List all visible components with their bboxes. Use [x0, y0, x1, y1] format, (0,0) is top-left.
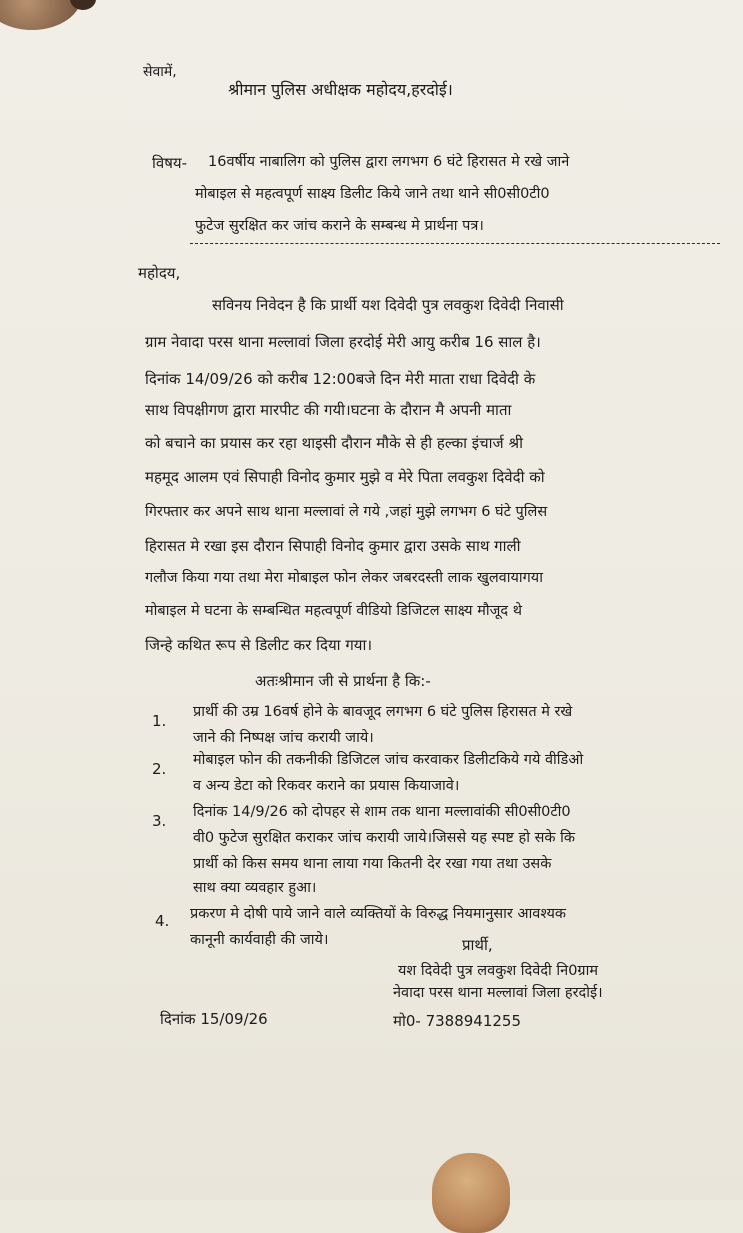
subject-label: विषय- — [152, 154, 188, 172]
request-3-num: 3. — [152, 812, 167, 830]
request-2-num: 2. — [152, 760, 167, 778]
request-1-line-2: जाने की निष्पक्ष जांच करायी जाये। — [193, 730, 374, 746]
finger-top-left — [0, 0, 82, 30]
request-intro: अतःश्रीमान जी से प्रार्थना है कि:- — [255, 672, 431, 690]
request-2-line-2: व अन्य डेटा को रिकवर कराने का प्रयास कियाजावे। — [193, 778, 460, 794]
request-3-line-3: प्रार्थी को किस समय थाना लाया गया कितनी देर रखा गया तथा उसके — [193, 856, 552, 872]
body-line-9: गलौज किया गया तथा मेरा मोबाइल फोन लेकर जबरदस्ती लाक खुलवायागया — [145, 570, 543, 586]
request-1-num: 1. — [152, 712, 167, 730]
request-4-num: 4. — [155, 912, 170, 930]
request-4-line-2: कानूनी कार्यवाही की जाये। — [190, 932, 329, 948]
request-3-line-4: साथ क्या व्यवहार हुआ। — [193, 880, 317, 896]
mobile-number: मो0- 7388941255 — [393, 1012, 522, 1030]
subject-line-2: मोबाइल से महत्वपूर्ण साक्ष्य डिलीट किये जाने तथा थाने सी0सी0टी0 — [195, 186, 550, 202]
request-3-line-2: वी0 फुटेज सुरक्षित कराकर जांच करायी जाये।जिससे यह स्पष्ट हो सके कि — [193, 830, 576, 846]
salutation: महोदय, — [138, 264, 181, 282]
request-3-line-1: दिनांक 14/9/26 को दोपहर से शाम तक थाना मल्लावांकी सी0सी0टी0 — [193, 804, 571, 820]
signoff: प्रार्थी, — [462, 936, 493, 954]
request-1-line-1: प्रार्थी की उम्र 16वर्ष होने के बावजूद लगभग 6 घंटे पुलिस हिरासत मे रखे — [193, 704, 573, 720]
sender-line-1: यश दिवेदी पुत्र लवकुश दिवेदी नि0ग्राम — [398, 963, 599, 979]
request-2-line-1: मोबाइल फोन की तकनीकी डिजिटल जांच करवाकर डिलीटकिये गये वीडिओ — [193, 752, 584, 768]
body-line-5: को बचाने का प्रयास कर रहा थाइसी दौरान मौके से ही हल्का इंचार्ज श्री — [145, 434, 523, 452]
body-line-2: ग्राम नेवादा परस थाना मल्लावां जिला हरदोई मेरी आयु करीब 16 साल है। — [145, 333, 541, 351]
body-line-1: सविनय निवेदन है कि प्रार्थी यश दिवेदी पुत्र लवकुश दिवेदी निवासी — [212, 296, 564, 314]
body-line-11: जिन्हे कथित रूप से डिलीट कर दिया गया। — [145, 636, 373, 654]
body-line-3: दिनांक 14/09/26 को करीब 12:00बजे दिन मेरी माता राधा दिवेदी के — [145, 370, 536, 388]
body-line-7: गिरफ्तार कर अपने साथ थाना मल्लावां ले गये ,जहां मुझे लगभग 6 घंटे पुलिस — [145, 504, 548, 520]
body-line-4: साथ विपक्षीगण द्वारा मारपीट की गयी।घटना के दौरान मै अपनी माता — [145, 401, 512, 419]
subject-underline — [190, 243, 720, 244]
body-line-8: हिरासत मे रखा इस दौरान सिपाही विनोद कुमार द्वारा उसके साथ गाली — [145, 537, 521, 555]
subject-line-3: फुटेज सुरक्षित कर जांच कराने के सम्बन्ध मे प्रार्थना पत्र। — [195, 218, 484, 234]
sender-line-2: नेवादा परस थाना मल्लावां जिला हरदोई। — [393, 985, 603, 1001]
body-line-6: महमूद आलम एवं सिपाही विनोद कुमार मुझे व मेरे पिता लवकुश दिवेदी को — [145, 468, 545, 486]
to-label: सेवामें, — [143, 64, 177, 80]
request-4-line-1: प्रकरण मे दोषी पाये जाने वाले व्यक्तियों के विरुद्ध नियमानुसार आवश्यक — [190, 906, 567, 922]
addressee: श्रीमान पुलिस अधीक्षक महोदय,हरदोई। — [228, 80, 453, 99]
subject-line-1: 16वर्षीय नाबालिग को पुलिस द्वारा लगभग 6 घंटे हिरासत मे रखे जाने — [208, 154, 570, 170]
finger-bottom — [432, 1153, 510, 1233]
body-line-10: मोबाइल मे घटना के सम्बन्धित महत्वपूर्ण वीडियो डिजिटल साक्ष्य मौजूद थे — [145, 603, 522, 619]
letter-date: दिनांक 15/09/26 — [160, 1010, 268, 1028]
